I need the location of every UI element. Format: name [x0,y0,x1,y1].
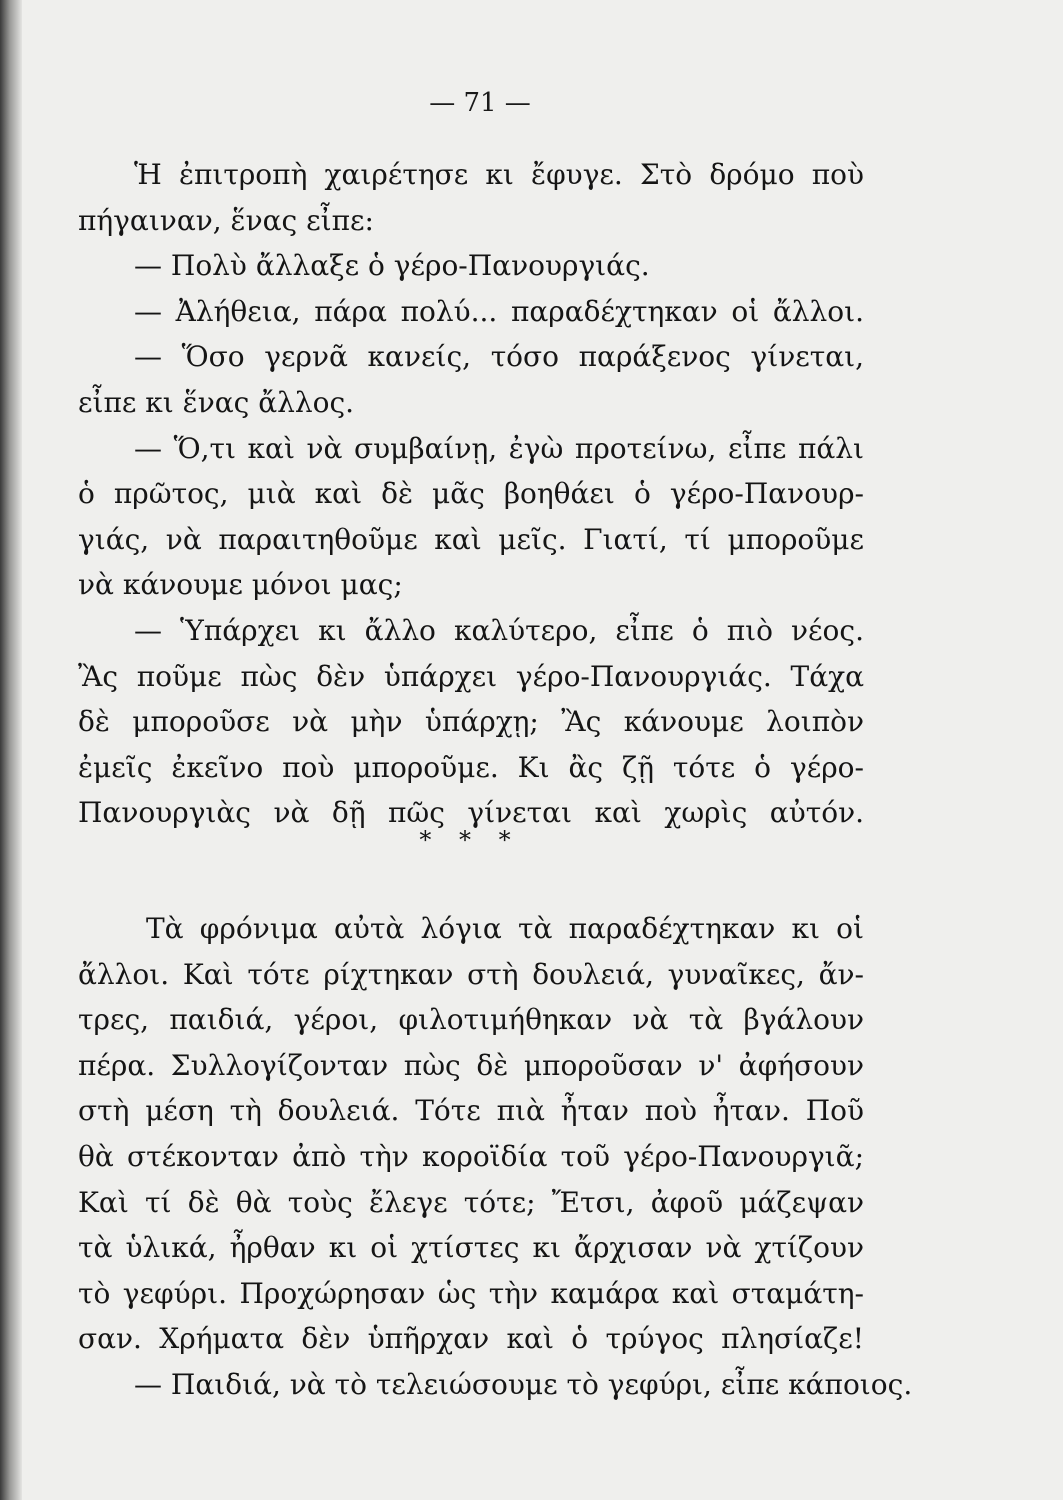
text-line: σαν. Χρήματα δὲν ὑπῆρχαν καὶ ὁ τρύγος πλησίαζε! [78,1322,864,1356]
text-line: — Παιδιά, νὰ τὸ τελειώσουμε τὸ γεφύρι, εἶπε κάποιος. [134,1367,913,1401]
text-line: εἶπε κι ἕνας ἄλλος. [78,385,355,419]
text-line: ἐμεῖς ἐκεῖνο ποὺ μποροῦμε. Κι ἂς ζῇ τότε ὁ γέρο- [78,750,864,784]
text-line: πέρα. Συλλογίζονταν πὼς δὲ μποροῦσαν ν' ἀφήσουν [78,1048,864,1082]
text-line: — Ὑπάρχει κι ἄλλο καλύτερο, εἶπε ὁ πιὸ νέος. [134,613,864,647]
text-line: τὰ ὑλικά, ἦρθαν κι οἱ χτίστες κι ἄρχισαν νὰ χτίζουν [78,1231,864,1265]
text-line: Καὶ τί δὲ θὰ τοὺς ἔλεγε τότε; Ἔτσι, ἀφοῦ μάζεψαν [78,1185,864,1219]
text-line: γιάς, νὰ παραιτηθοῦμε καὶ μεῖς. Γιατί, τί μποροῦμε [78,522,864,556]
text-line: — Ὅσο γερνᾶ κανείς, τόσο παράξενος γίνεται, [134,340,864,374]
page-number: — 71 — [429,88,531,118]
text-line: Τὰ φρόνιμα αὐτὰ λόγια τὰ παραδέχτηκαν κι οἱ [146,912,864,945]
paragraph-narrative [78,906,913,1408]
text-line: στὴ μέση τὴ δουλειά. Τότε πιὰ ἦταν ποὺ ἦταν. Ποῦ [78,1094,864,1128]
text-line: δὲ μποροῦσε νὰ μὴν ὑπάρχῃ; Ἂς κάνουμε λοιπὸν [78,705,864,739]
text-line: Πανουργιὰς νὰ δῇ πῶς γίνεται καὶ χωρὶς αὐτόν. [78,796,864,830]
text-line: νὰ κάνουμε μόνοι μας; [78,568,403,602]
page-binding-edge [0,0,22,1500]
section-separator: * * * [419,826,521,854]
text-line: τὸ γεφύρι. Προχώρησαν ὡς τὴν καμάρα καὶ σταμάτη- [78,1276,864,1310]
text-line: ἄλλοι. Καὶ τότε ρίχτηκαν στὴ δουλειά, γυναῖκες, ἄν- [78,957,864,991]
text-line: Ἡ ἐπιτροπὴ χαιρέτησε κι ἔφυγε. Στὸ δρόμο ποὺ [134,158,864,191]
text-line: Ἂς ποῦμε πὼς δὲν ὑπάρχει γέρο-Πανουργιάς. Τάχα [78,659,864,693]
text-line: τρες, παιδιά, γέροι, φιλοτιμήθηκαν νὰ τὰ βγάλουν [78,1003,864,1037]
paragraph-dialogue [78,152,864,836]
text-line: — Ἀλήθεια, πάρα πολύ... παραδέχτηκαν οἱ ἄλλοι. [134,294,864,328]
text-line: ὁ πρῶτος, μιὰ καὶ δὲ μᾶς βοηθάει ὁ γέρο-Πανουρ- [78,477,864,511]
text-line: — Πολὺ ἄλλαξε ὁ γέρο-Πανουργιάς. [134,249,650,283]
text-line: — Ὅ,τι καὶ νὰ συμβαίνῃ, ἐγὼ προτείνω, εἶπε πάλι [134,431,864,465]
text-line: θὰ στέκονταν ἀπὸ τὴν κοροϊδία τοῦ γέρο-Πανουργιᾶ; [78,1139,864,1173]
text-line: πήγαιναν, ἕνας εἶπε: [78,203,374,237]
